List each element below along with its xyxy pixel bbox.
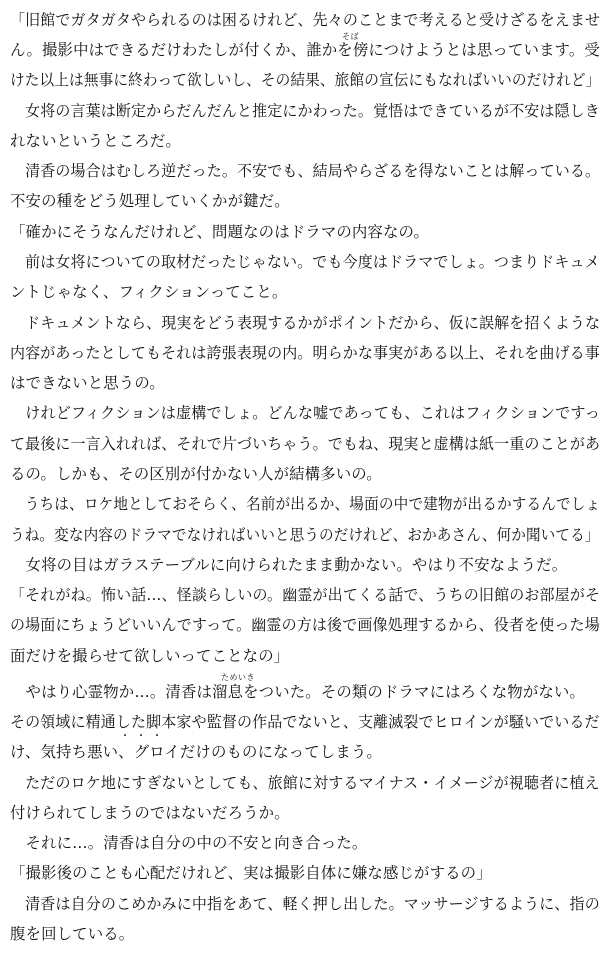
- text-line-8: 「確かにそうなんだけれど、問題なのはドラマの内容なの。: [10, 223, 429, 241]
- text-line-10: ントじゃなく、フィクションってこと。: [10, 283, 288, 301]
- text-line-7: 不安の種をどう処理していくかが鍵だ。: [10, 192, 290, 210]
- text-line-3: けた以上は無事に終わって欲しいし、その結果、旅館の宣伝にもなればいいのだけれど」: [10, 71, 601, 89]
- text-line-31: 腹を回している。: [10, 925, 135, 943]
- text-line-27: 付けられてしまうのではないだろうか。: [10, 804, 290, 822]
- emphasis-dots: ・・・: [120, 731, 168, 742]
- text-line-23: やはり心霊物か…。清香は溜息をついた。その類のドラマにはろくな物がない。: [10, 683, 586, 701]
- text-line-22: 面だけを撮らせて欲しいってことなの」: [10, 647, 290, 665]
- text-line-29: 「撮影後のことも心配だけれど、実は撮影自体に嫌な感じがするの」: [10, 864, 492, 882]
- text-line-12: 内容があったとしてもそれは誇張表現の内。明らかな事実がある以上、それを曲げる事: [10, 344, 600, 362]
- text-line-1: 「旧館でガタガタやられるのは困るけれど、先々のことまで考えると受けざるをえませ: [10, 11, 601, 29]
- text-line-4: 女将の言葉は断定からだんだんと推定にかわった。覚悟はできているが不安は隠しき: [10, 102, 600, 120]
- text-line-20: 「それがね。怖い話…、怪談らしいの。幽霊が出てくる話で、うちの旧館のお部屋がそ: [10, 586, 601, 604]
- text-line-5: れないというところだ。: [10, 132, 181, 150]
- text-line-2: ん。撮影中はできるだけわたしが付くか、誰かを傍につけようとは思っています。受: [10, 41, 600, 59]
- ruby-soba: そば: [342, 32, 359, 41]
- text-line-25: け、気持ち悪い、グロイだけのものになってしまう。: [10, 743, 382, 761]
- text-line-6: 清香の場合はむしろ逆だった。不安でも、結局やらざるを得ないことは解っている。: [10, 162, 601, 180]
- text-line-18: うね。変な内容のドラマでなければいいと思うのだけれど、おかあさん、何か聞いてる」: [10, 526, 600, 544]
- text-line-17: うちは、ロケ地としておそらく、名前が出るか、場面の中で建物が出るかするんでしょ: [10, 495, 601, 513]
- text-line-15: て最後に一言入れれば、それで片づいちゃう。でもね、現実と虚構は紙一重のことがあ: [10, 435, 601, 453]
- ruby-tameiki: ためいき: [221, 673, 255, 682]
- text-line-11: ドキュメントなら、現実をどう表現するかがポイントだから、仮に誤解を招くような: [10, 314, 601, 332]
- text-line-19: 女将の目はガラステーブルに向けられたまま動かない。やはり不安なようだ。: [10, 556, 568, 574]
- text-line-30: 清香は自分のこめかみに中指をあて、軽く押し出した。マッサージするように、指の: [10, 895, 600, 913]
- text-line-24: その領域に精通した脚本家や監督の作品でないと、支離滅裂でヒロインが騒いでいるだ: [10, 713, 600, 731]
- text-line-26: ただのロケ地にすぎないとしても、旅館に対するマイナス・イメージが視聴者に植え: [10, 774, 600, 792]
- text-line-16: るの。しかも、その区別が付かない人が結構多いの。: [10, 465, 382, 483]
- text-line-14: けれどフィクションは虚構でしょ。どんな嘘であっても、これはフィクションですっ: [10, 404, 600, 422]
- text-line-28: それに…。清香は自分の中の不安と向き合った。: [10, 834, 368, 852]
- text-line-21: の場面にちょうどいいんですって。幽霊の方は後で画像処理するから、役者を使った場: [10, 616, 600, 634]
- text-line-13: はできないと思うの。: [10, 374, 165, 392]
- text-line-9: 前は女将についての取材だったじゃない。でも今度はドラマでしょ。つまりドキュメ: [10, 253, 600, 271]
